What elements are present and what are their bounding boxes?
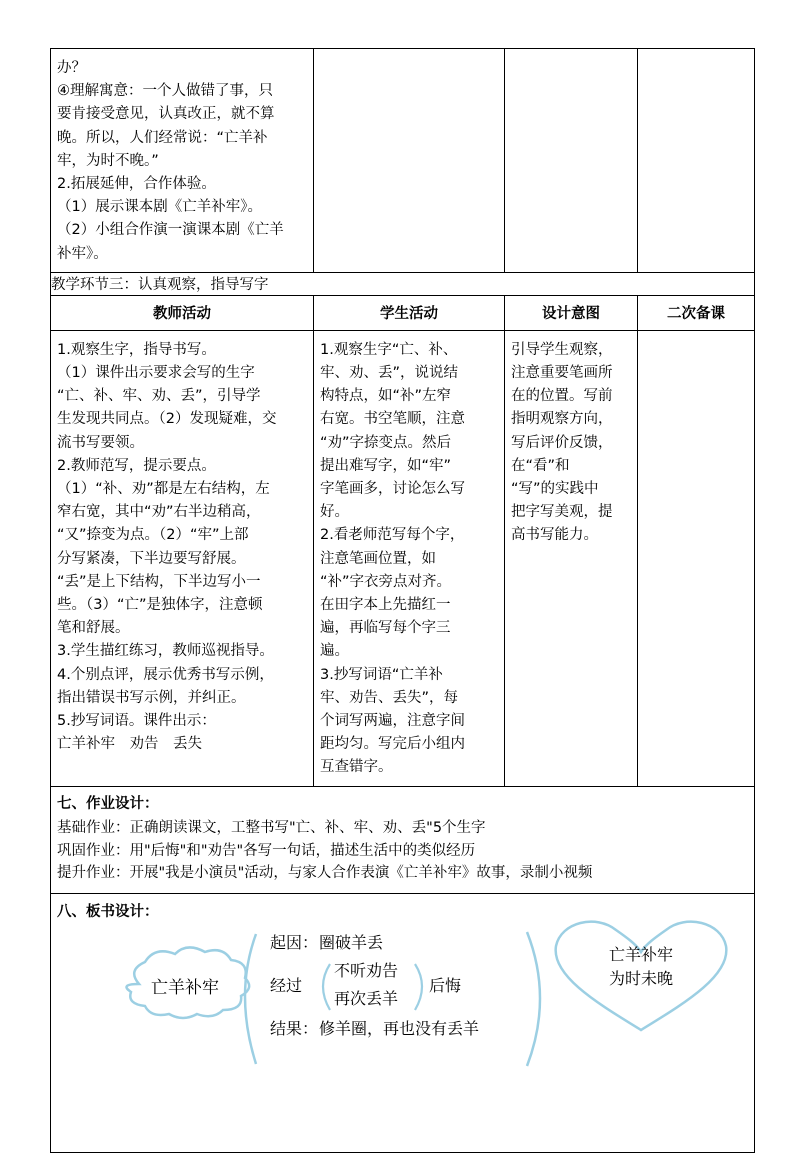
continuation-line: 牢，为时不晚。”: [57, 152, 159, 169]
teacher-activity-line: 分写紧凑，下半边要写舒展。: [57, 550, 246, 567]
teacher-activity-line: 2.教师范写，提示要点。: [57, 457, 216, 474]
student-activity-line: 牢、劝、丢”，说说结: [320, 365, 459, 382]
design-intent-line: 把字写美观，提: [511, 504, 613, 521]
continuation-line: （1）展示课本剧《亡羊补牢》。: [57, 199, 262, 216]
continuation-line: 补牢》。: [57, 245, 108, 262]
big-left-brace: [245, 934, 256, 1064]
student-activity-line: 注意笔画位置，如: [320, 550, 436, 567]
board-design: [51, 894, 754, 1152]
heart-line1: 亡羊补牢: [608, 944, 674, 964]
header-teacher: 教师活动: [51, 295, 314, 330]
header-row: [51, 295, 755, 330]
student-activity-line: 3.抄写词语“亡羊补: [320, 666, 443, 683]
small-right-brace: [415, 964, 422, 1010]
process-a: 不听劝告: [334, 960, 399, 980]
design-intent-line: 在“看”和: [511, 457, 570, 474]
student-activity-line: 距均匀。写完后小组内: [320, 736, 465, 753]
teacher-activity-line: 流书写要领。: [57, 434, 144, 451]
design-intent-line: 写后评价反馈，: [511, 434, 613, 451]
design-intent-line: “写”的实践中: [511, 481, 599, 498]
teacher-activity-line: 3.学生描红练习，教师巡视指导。: [57, 643, 274, 660]
header-intent: 设计意图: [505, 295, 638, 330]
teacher-activity-line: 4.个别点评，展示优秀书写示例，: [57, 666, 274, 683]
continuation-teacher-cell: [51, 49, 314, 273]
student-activity-text: [314, 331, 504, 786]
teacher-activity-line: “亡、补、牢、劝、丢”，引导学: [57, 388, 261, 405]
lesson-table: [50, 48, 755, 1153]
student-activity-line: 遍，再临写每个字三: [320, 620, 451, 637]
teacher-activity-line: 1.观察生字，指导书写。: [57, 341, 216, 358]
cause-text: 圈破羊丢: [319, 932, 384, 952]
homework-consolidate: 巩固作业：用"后悔"和"劝告"各写一句话，描述生活中的类似经历: [57, 842, 476, 859]
student-activity-line: 1.观察生字“亡、补、: [320, 341, 458, 358]
continuation-line: （2）小组合作演一演课本剧《亡羊: [57, 222, 284, 239]
teacher-activity-line: 窄右宽，其中“劝”右半边稍高，: [57, 504, 261, 521]
teacher-activity-line: 生发现共同点。（2）发现疑难，交: [57, 411, 277, 428]
cause-label: 起因：: [270, 932, 319, 952]
design-intent-text: [505, 331, 637, 554]
board-row: [51, 893, 755, 1152]
student-activity-line: 牢、劝告、丢失”，每: [320, 689, 459, 706]
board-diagram: [51, 894, 753, 1152]
teacher-activity-line: 些。（3）“亡”是独体字，注意顿: [57, 597, 263, 614]
homework-row: [51, 786, 755, 893]
homework-title: 七、作业设计：: [57, 795, 159, 812]
teacher-activity-cell: [51, 330, 314, 786]
result-label: 结果：: [270, 1018, 319, 1038]
design-intent-line: 高书写能力。: [511, 527, 598, 544]
board-title: 八、板书设计：: [57, 903, 159, 920]
homework-cell: [51, 786, 755, 893]
design-intent-line: 注意重要笔画所: [511, 365, 613, 382]
big-right-brace: [527, 932, 540, 1066]
small-left-brace: [323, 964, 330, 1010]
design-intent-cell: [505, 330, 638, 786]
result-text: 修羊圈，再也没有丢羊: [319, 1018, 480, 1038]
student-activity-line: 右宽。书空笔顺，注意: [320, 411, 465, 428]
teacher-activity-line: 亡羊补牢 劝告 丢失: [57, 736, 202, 753]
continuation-line: 要肯接受意见，认真改正，就不算: [57, 106, 275, 123]
student-activity-line: 提出难写字，如“牢”: [320, 457, 452, 474]
homework-section: [51, 787, 754, 893]
student-activity-line: 构特点，如“补”左窄: [320, 388, 452, 405]
design-intent-line: 指明观察方向，: [511, 411, 613, 428]
content-row: [51, 330, 755, 786]
teacher-activity-line: “丢”是上下结构，下半边写小一: [57, 573, 261, 590]
student-activity-line: 2.看老师范写每个字，: [320, 527, 465, 544]
process-result: 后悔: [429, 975, 462, 995]
continuation-intent-cell: [505, 49, 638, 273]
continuation-line: 办？: [57, 60, 86, 76]
process-b: 再次丢羊: [334, 988, 399, 1008]
continuation-line: ④理解寓意：一个人做错了事，只: [57, 83, 273, 100]
continuation-line: 晚。所以，人们经常说：“亡羊补: [57, 129, 268, 146]
teacher-activity-line: 5.抄写词语。课件出示：: [57, 713, 216, 730]
teacher-activity-line: 笔和舒展。: [57, 620, 130, 637]
student-activity-line: 个词写两遍，注意字间: [320, 713, 465, 730]
student-activity-line: 在田字本上先描红一: [320, 597, 451, 614]
second-prep-cell: [638, 330, 755, 786]
continuation-second-cell: [638, 49, 755, 273]
student-activity-line: 好。: [320, 504, 349, 521]
design-intent-line: 在的位置。写前: [511, 388, 613, 405]
section3-title-row: [51, 272, 755, 295]
homework-extend: 提升作业：开展"我是小演员"活动，与家人合作表演《亡羊补牢》故事，录制小视频: [57, 865, 593, 882]
student-activity-line: 遍。: [320, 643, 349, 660]
teacher-activity-line: “又”捺变为点。（2）“牢”上部: [57, 527, 249, 544]
section3-title: 教学环节三：认真观察，指导写字: [51, 272, 755, 295]
continuation-line: 2.拓展延伸，合作体验。: [57, 176, 216, 193]
student-activity-cell: [314, 330, 505, 786]
heart-line2: 为时未晚: [608, 968, 674, 988]
teacher-activity-text: [51, 331, 313, 763]
student-activity-line: 互查错字。: [320, 759, 393, 776]
center-title: 亡羊补牢: [151, 977, 219, 998]
homework-basic: 基础作业：正确朗读课文，工整书写"亡、补、牢、劝、丢"5个生字: [57, 820, 486, 837]
student-activity-line: “补”字衣旁点对齐。: [320, 573, 452, 590]
header-student: 学生活动: [314, 295, 505, 330]
continuation-row: [51, 49, 755, 273]
teacher-activity-line: 指出错误书写示例，并纠正。: [57, 689, 246, 706]
student-activity-line: 字笔画多，讨论怎么写: [320, 481, 465, 498]
teacher-activity-line: （1）“补、劝”都是左右结构，左: [57, 481, 270, 498]
board-cell: [51, 893, 755, 1152]
lesson-plan-page: [50, 48, 754, 1153]
header-second: 二次备课: [638, 295, 755, 330]
design-intent-line: 引导学生观察，: [511, 341, 613, 358]
process-label: 经过: [270, 975, 303, 995]
student-activity-line: “劝”字捺变点。然后: [320, 434, 452, 451]
continuation-student-cell: [314, 49, 505, 273]
continuation-text: [51, 49, 313, 272]
teacher-activity-line: （1）课件出示要求会写的生字: [57, 365, 255, 382]
